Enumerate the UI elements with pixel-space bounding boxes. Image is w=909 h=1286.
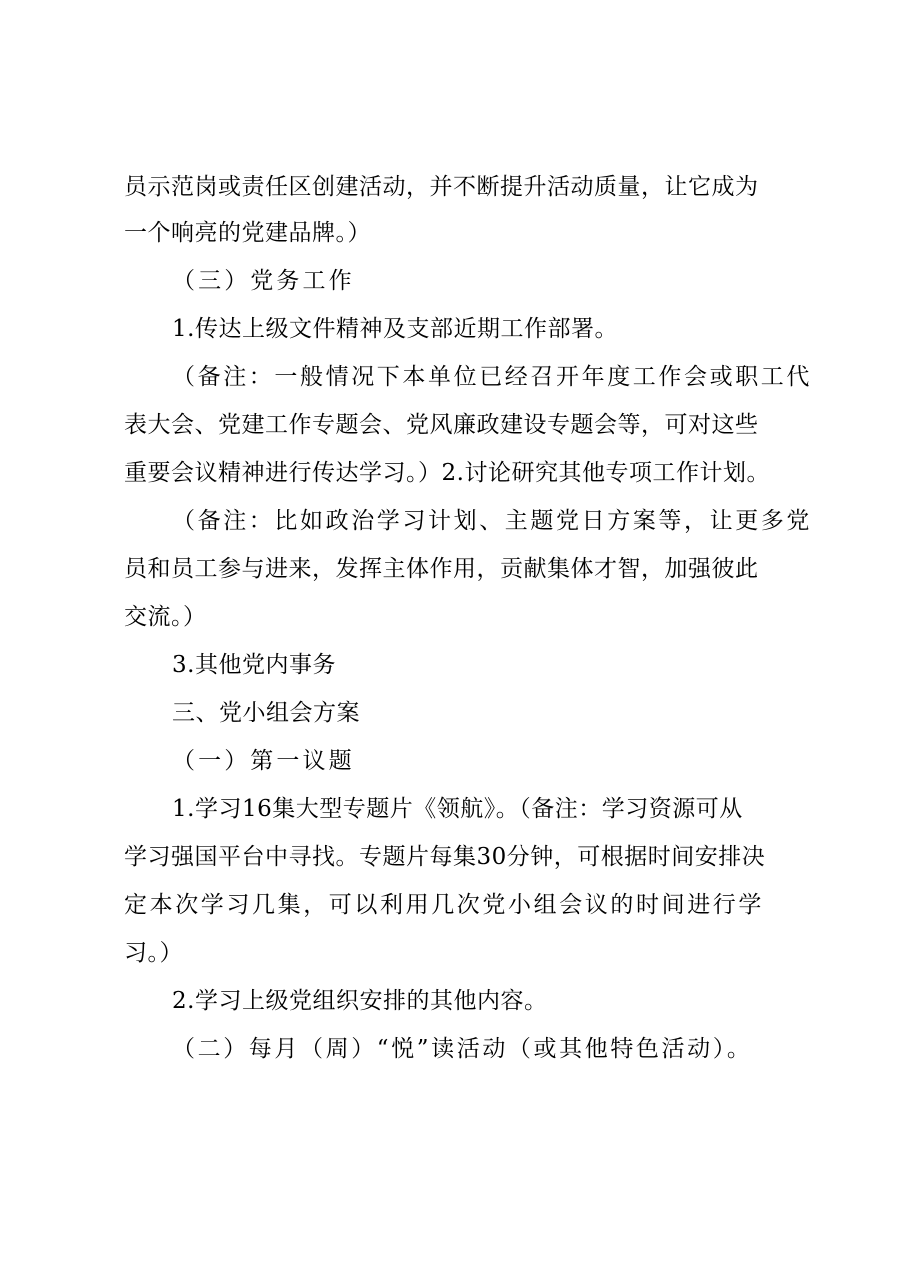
text-line-6: 表大会、党建工作专题会、党风廉政建设专题会等，可对这些 [124, 412, 759, 438]
text-line-5: （备注：一般情况下本单位已经召开年度工作会或职工代 [172, 364, 812, 390]
text-line-4: 1.传达上级文件精神及支部近期工作部署。 [172, 316, 618, 342]
text-line-18: 2.学习上级党组织安排的其他内容。 [172, 988, 548, 1014]
section-heading-3: （三）党务工作 [172, 268, 355, 294]
text-line-11: 3.其他党内事务 [172, 652, 336, 678]
text-line-15: 学习强国平台中寻找。专题片每集30分钟，可根据时间安排决 [124, 844, 766, 870]
text-line-2: 一个响亮的党建品牌。） [124, 220, 371, 246]
text-line-14: 1.学习16集大型专题片《领航》。（备注：学习资源可从 [172, 796, 743, 822]
section-heading-12: 三、党小组会方案 [172, 700, 360, 726]
text-line-7: 重要会议精神进行传达学习。）2.讨论研究其他专项工作计划。 [124, 460, 770, 486]
text-line-9: 员和员工参与进来，发挥主体作用，贡献集体才智，加强彼此 [124, 556, 759, 582]
text-line-10: 交流。） [124, 604, 207, 630]
text-line-8: （备注：比如政治学习计划、主题党日方案等，让更多党 [172, 508, 812, 534]
section-heading-13: （一）第一议题 [172, 748, 355, 774]
text-line-1: 员示范岗或责任区创建活动，并不断提升活动质量，让它成为 [124, 174, 759, 200]
text-line-17: 习。） [124, 940, 183, 966]
section-heading-19: （二）每月（周）“悦”读活动（或其他特色活动）。 [172, 1036, 753, 1062]
text-line-16: 定本次学习几集，可以利用几次党小组会议的时间进行学 [124, 892, 764, 918]
